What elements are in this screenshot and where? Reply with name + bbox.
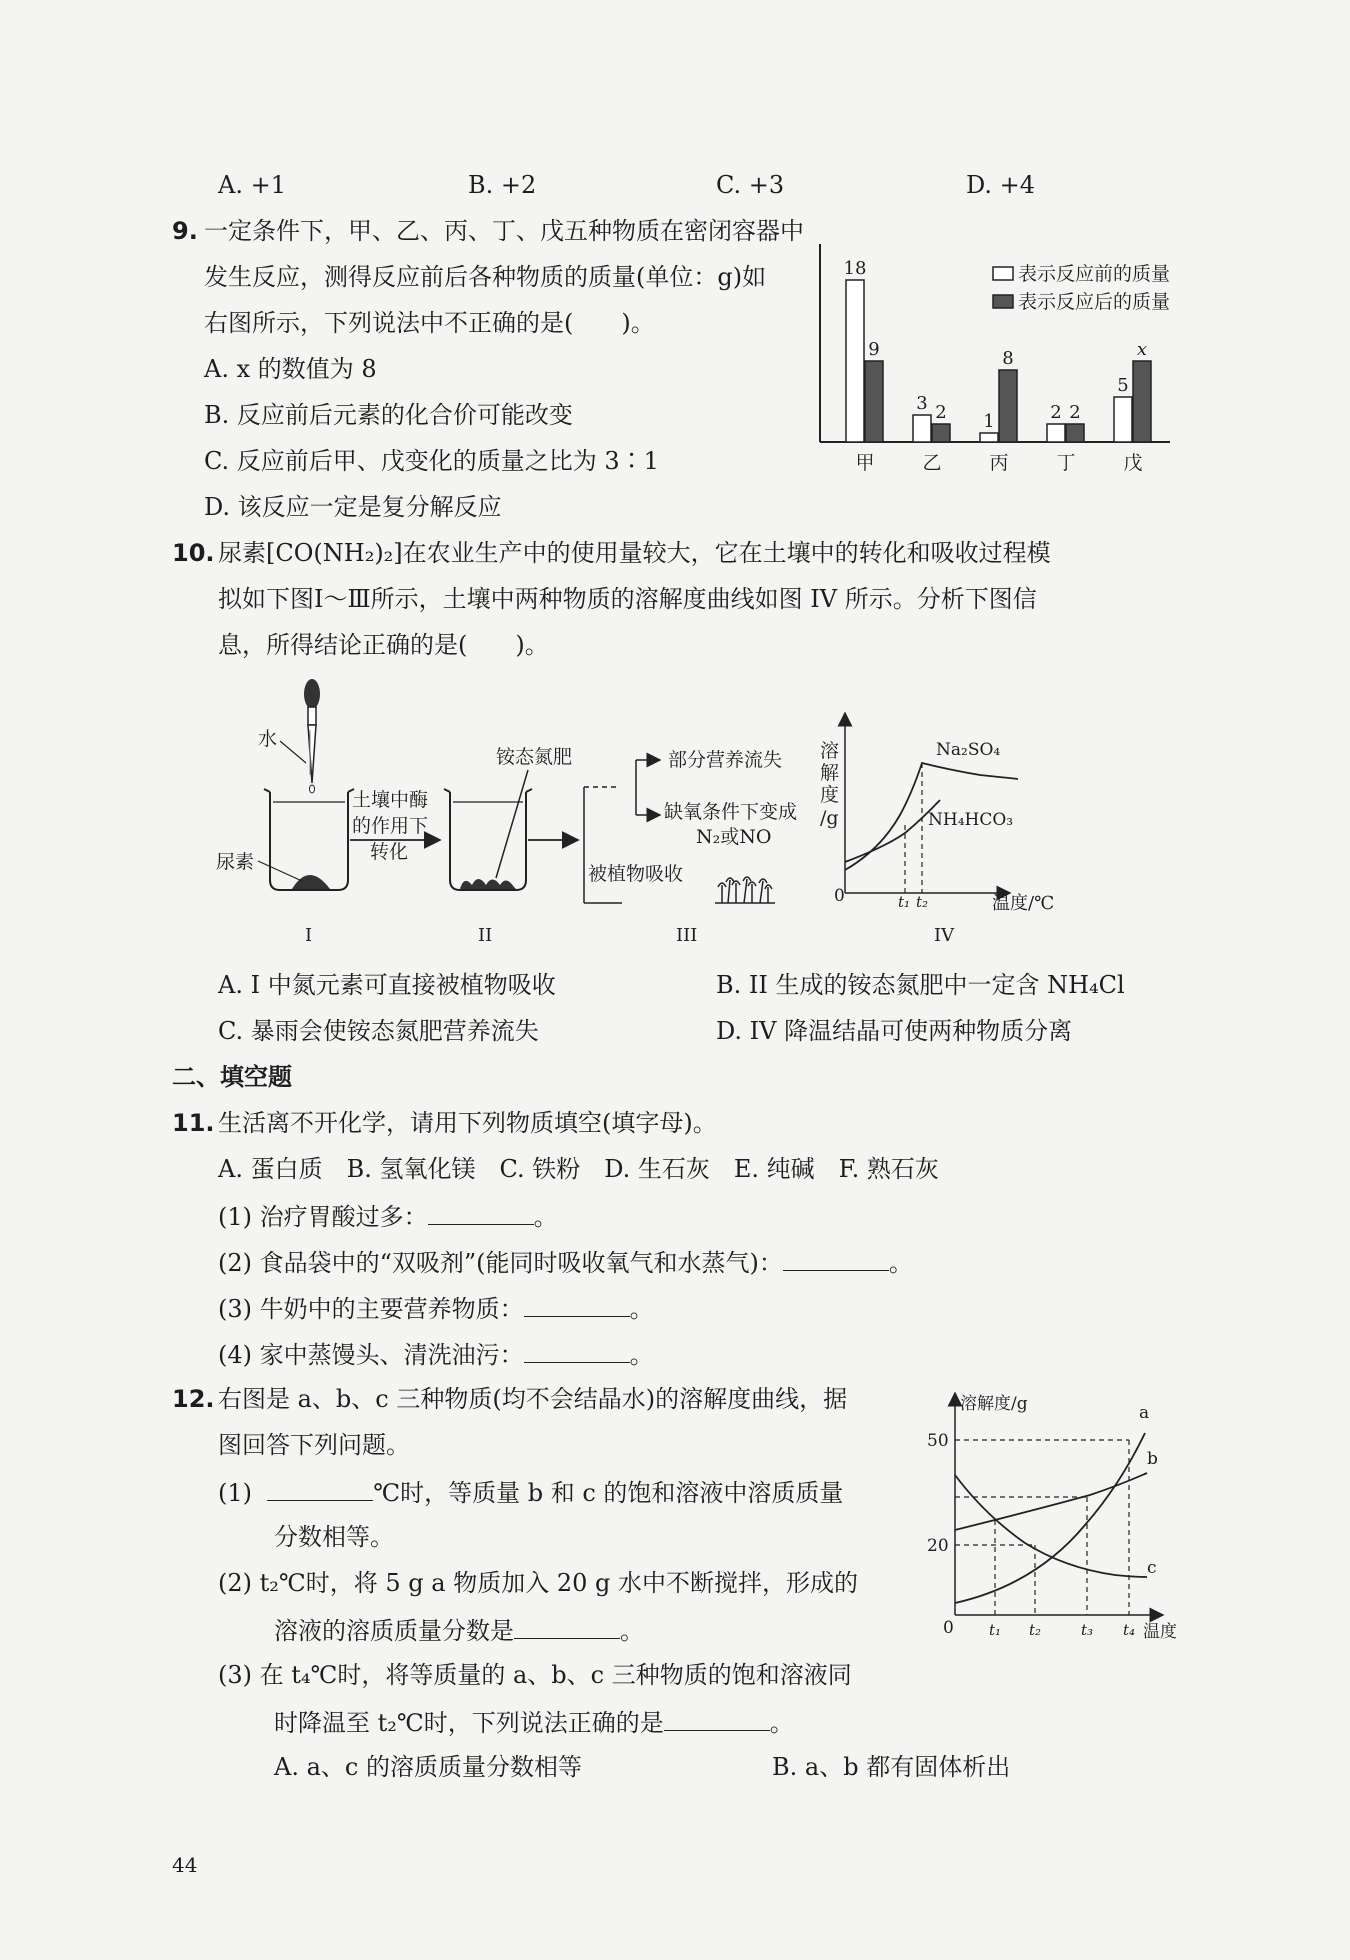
series-na2so4-label: Na₂SO₄ (936, 740, 1001, 760)
label-i: I (305, 925, 313, 946)
q12-part-1: (1) ℃时，等质量 b 和 c 的饱和溶液中溶质质量 (218, 1476, 843, 1508)
bar-before-3 (980, 433, 998, 442)
q12-solubility-graph (915, 1385, 1195, 1645)
label-iii: III (676, 925, 698, 946)
q11-blank-4[interactable] (524, 1338, 630, 1363)
series-c-label: c (1147, 1558, 1157, 1578)
legend-swatch-after (993, 295, 1013, 308)
q8-option-a: A. +1 (218, 171, 286, 199)
graph12-xlabel: 温度 (1143, 1622, 1177, 1642)
q12-line-2: 图回答下列问题。 (218, 1431, 410, 1459)
q9-option-d: D. 该反应一定是复分解反应 (204, 493, 502, 521)
category-label-4: 丁 (1056, 452, 1076, 474)
graph4-xlabel: 温度/℃ (992, 893, 1055, 914)
bar-label-before-4: 2 (1050, 402, 1062, 423)
series-b-label: b (1147, 1449, 1158, 1469)
q9-option-b: B. 反应前后元素的化合价可能改变 (204, 401, 573, 429)
graph12-tick-t1: t₁ (989, 1621, 1002, 1639)
water-label: 水 (258, 728, 278, 750)
bar-label-after-4: 2 (1069, 402, 1081, 423)
bar-label-before-1: 18 (843, 258, 867, 279)
q10-line-1: 尿素[CO(NH₂)₂]在农业生产中的使用量较大，它在土壤中的转化和吸收过程模 (218, 539, 1051, 567)
fertilizer-leader-line (496, 770, 528, 878)
bar-after-5 (1133, 361, 1151, 442)
curve-a (955, 1433, 1145, 1603)
q12-part-1-cont: 分数相等。 (274, 1523, 394, 1551)
q11-number: 11. (172, 1109, 215, 1137)
solubility-graph-iv (820, 713, 1054, 914)
q12-line-1: 右图是 a、b、c 三种物质(均不会结晶水)的溶解度曲线，据 (218, 1385, 848, 1413)
urea-leader-line (258, 861, 302, 881)
graph4-origin: 0 (834, 886, 845, 906)
q12-blank-2[interactable] (514, 1614, 620, 1639)
graph12-tick-t2: t₂ (1029, 1621, 1042, 1639)
bar-before-1 (846, 280, 864, 442)
water-leader-line (280, 741, 306, 763)
label-iv: IV (934, 925, 955, 946)
bar-label-after-2: 2 (935, 402, 947, 423)
q12-part-2-cont: 溶液的溶质质量分数是 。 (274, 1614, 644, 1646)
q10-line-3: 息，所得结论正确的是( )。 (218, 631, 549, 659)
q10-option-b: B. II 生成的铵态氮肥中一定含 NH₄Cl (716, 971, 1125, 999)
q12-number: 12. (172, 1385, 215, 1413)
graph12-tick-t4: t₄ (1123, 1621, 1136, 1639)
urea-label: 尿素 (216, 851, 255, 873)
anoxic-line-2: N₂或NO (696, 826, 772, 848)
beaker-2 (444, 789, 532, 890)
category-label-3: 丙 (989, 452, 1009, 474)
category-label-2: 乙 (922, 452, 942, 474)
bar-after-4 (1066, 424, 1084, 442)
fertilizer-label: 铵态氮肥 (496, 746, 573, 768)
q11-item-2: (2) 食品袋中的“双吸剂”(能同时吸收氧气和水蒸气)： 。 (218, 1246, 913, 1278)
legend-before-label: 表示反应前的质量 (1018, 263, 1171, 285)
bar-before-5 (1114, 397, 1132, 442)
q12-option-b: B. a、b 都有固体析出 (772, 1753, 1011, 1781)
q8-option-b: B. +2 (468, 171, 537, 199)
q11-stem: 生活离不开化学，请用下列物质填空(填字母)。 (218, 1109, 717, 1137)
bar-after-2 (932, 424, 950, 442)
q9-bar-chart (810, 240, 1200, 480)
graph4-tick-t1: t₁ (898, 893, 911, 911)
curve-nh4hco3 (845, 800, 940, 862)
label-ii: II (478, 925, 493, 946)
arrow1-line-2: 的作用下 (352, 815, 429, 837)
q9-line-2: 发生反应，测得反应前后各种物质的质量(单位：g)如 (204, 263, 767, 291)
series-a-label: a (1139, 1403, 1150, 1423)
q9-line-3: 右图所示，下列说法中不正确的是( )。 (204, 309, 655, 337)
q10-number: 10. (172, 539, 215, 567)
q9-option-c: C. 反应前后甲、戊变化的质量之比为 3∶1 (204, 447, 659, 475)
graph12-tick-50: 50 (927, 1431, 949, 1451)
beaker-1 (264, 789, 354, 890)
nutrient-loss-label: 部分营养流失 (668, 749, 783, 771)
graph4-tick-t2: t₂ (916, 893, 929, 911)
curve-c (955, 1475, 1147, 1577)
q11-item-4: (4) 家中蒸馒头、清洗油污： 。 (218, 1338, 654, 1370)
q11-blank-1[interactable] (428, 1200, 534, 1225)
dropper-icon (304, 679, 320, 793)
q12-blank-3[interactable] (664, 1706, 770, 1731)
bar-after-3 (999, 370, 1017, 442)
q9-line-1: 一定条件下，甲、乙、丙、丁、戊五种物质在密闭容器中 (204, 217, 804, 245)
bar-label-before-2: 3 (916, 393, 928, 414)
bar-label-after-5: x (1136, 339, 1148, 360)
bar-before-4 (1047, 424, 1065, 442)
plant-absorb-label: 被植物吸收 (588, 863, 684, 885)
q11-choices: A. 蛋白质 B. 氢氧化镁 C. 铁粉 D. 生石灰 E. 纯碱 F. 熟石灰 (218, 1155, 939, 1183)
q12-part-3-cont: 时降温至 t₂℃时，下列说法正确的是 。 (274, 1706, 794, 1738)
bar-before-2 (913, 415, 931, 442)
graph4-ylabel-3: 度 (820, 784, 840, 806)
arrow1-line-3: 转化 (370, 841, 409, 863)
page-number: 44 (172, 1853, 198, 1877)
q12-part-2: (2) t₂℃时，将 5 g a 物质加入 20 g 水中不断搅拌，形成的 (218, 1569, 858, 1597)
q10-option-a: A. I 中氮元素可直接被植物吸收 (218, 971, 556, 999)
urea-pile (292, 875, 330, 889)
graph12-ylabel: 溶解度/g (960, 1394, 1028, 1414)
category-label-1: 甲 (855, 452, 875, 474)
q9-number: 9. (172, 217, 198, 245)
q11-blank-2[interactable] (783, 1246, 889, 1271)
graph12-tick-20: 20 (927, 1536, 949, 1556)
graph12-origin: 0 (943, 1618, 954, 1638)
q10-process-diagram (210, 675, 1090, 955)
graph4-ylabel-4: /g (820, 807, 839, 829)
bar-after-1 (865, 361, 883, 442)
q9-option-a: A. x 的数值为 8 (204, 355, 377, 383)
category-label-5: 戊 (1123, 452, 1143, 474)
graph4-ylabel-1: 溶 (820, 740, 840, 762)
bar-label-before-5: 5 (1117, 375, 1129, 396)
series-nh4hco3-label: NH₄HCO₃ (928, 810, 1014, 830)
q11-item-1: (1) 治疗胃酸过多： 。 (218, 1200, 558, 1232)
q12-blank-1[interactable] (267, 1476, 373, 1501)
q8-option-c: C. +3 (716, 171, 785, 199)
section-heading: 二、填空题 (172, 1063, 292, 1091)
legend-swatch-before (993, 267, 1013, 280)
graph12-tick-t3: t₃ (1081, 1621, 1094, 1639)
q12-part-3: (3) 在 t₄℃时，将等质量的 a、b、c 三种物质的饱和溶液同 (218, 1661, 852, 1689)
bar-label-before-3: 1 (983, 411, 995, 432)
q11-item-3: (3) 牛奶中的主要营养物质： 。 (218, 1292, 654, 1324)
arrow1-line-1: 土壤中酶 (352, 789, 429, 811)
q10-line-2: 拟如下图Ⅰ～Ⅲ所示，土壤中两种物质的溶解度曲线如图 IV 所示。分析下图信 (218, 585, 1037, 613)
legend-after-label: 表示反应后的质量 (1018, 291, 1171, 313)
q10-option-c: C. 暴雨会使铵态氮肥营养流失 (218, 1017, 539, 1045)
graph12-guides (955, 1440, 1129, 1615)
anoxic-line-1: 缺氧条件下变成 (664, 801, 798, 823)
bar-label-after-1: 9 (868, 339, 880, 360)
q12-option-a: A. a、c 的溶质质量分数相等 (274, 1753, 582, 1781)
q8-option-d: D. +4 (966, 171, 1036, 199)
q11-blank-3[interactable] (524, 1292, 630, 1317)
plant-icon (715, 877, 775, 903)
q10-option-d: D. IV 降温结晶可使两种物质分离 (716, 1017, 1073, 1045)
graph4-ylabel-2: 解 (820, 762, 840, 784)
bar-label-after-3: 8 (1002, 348, 1014, 369)
